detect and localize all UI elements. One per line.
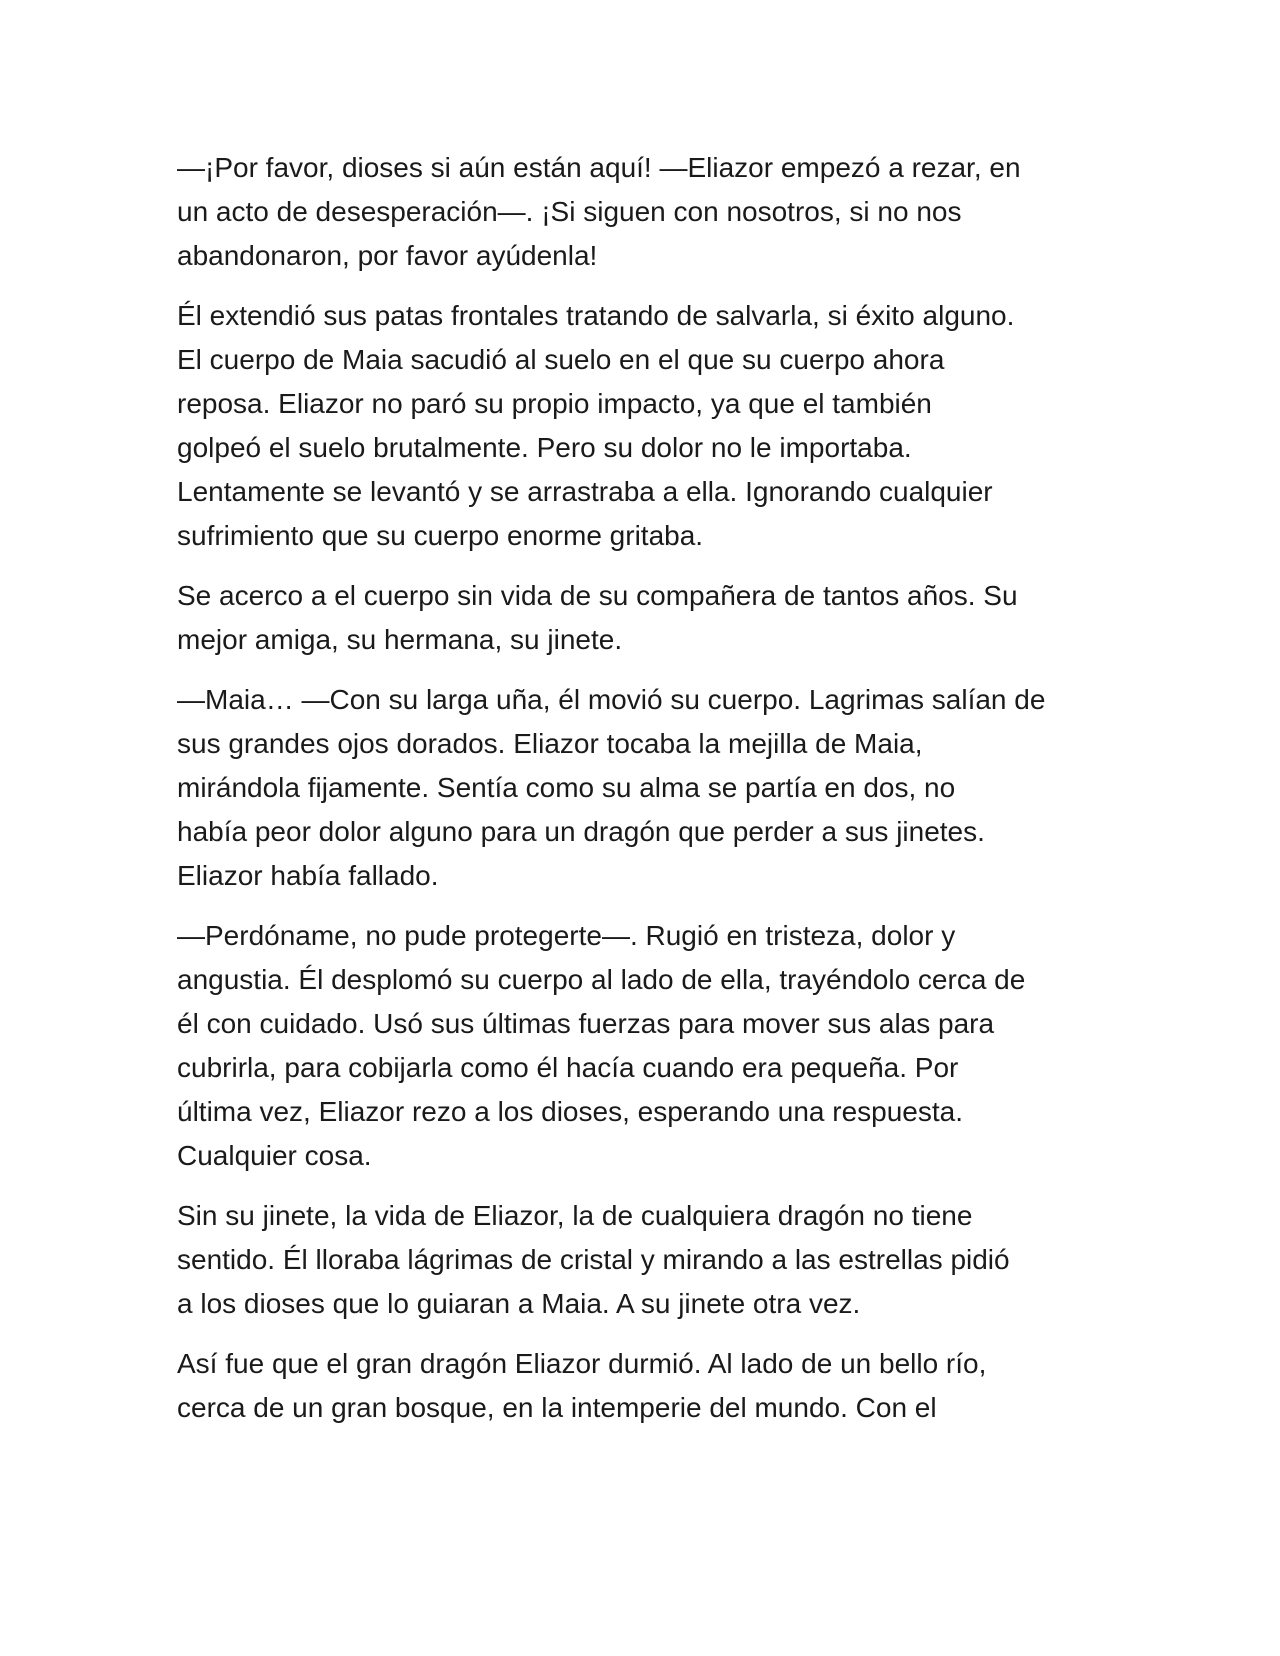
- text-line: un acto de desesperación—. ¡Si siguen con nosotros, si no nos: [177, 196, 962, 227]
- text-line: Así fue que el gran dragón Eliazor durmió. Al lado de un bello río,: [177, 1348, 987, 1379]
- text-line: sentido. Él lloraba lágrimas de cristal y mirando a las estrellas pidió: [177, 1244, 1010, 1275]
- text-line: a los dioses que lo guiaran a Maia. A su jinete otra vez.: [177, 1288, 861, 1319]
- text-line: El cuerpo de Maia sacudió al suelo en el que su cuerpo ahora: [177, 344, 945, 375]
- paragraph: [177, 914, 1107, 1178]
- text-line: Él extendió sus patas frontales tratando de salvarla, si éxito alguno.: [177, 300, 1015, 331]
- text-line: abandonaron, por favor ayúdenla!: [177, 240, 598, 271]
- text-line: cubrirla, para cobijarla como él hacía cuando era pequeña. Por: [177, 1052, 959, 1083]
- paragraph: [177, 146, 1107, 278]
- text-line: cerca de un gran bosque, en la intemperie del mundo. Con el: [177, 1392, 937, 1423]
- text-line: —Maia… —Con su larga uña, él movió su cuerpo. Lagrimas salían de: [177, 684, 1046, 715]
- text-line: mejor amiga, su hermana, su jinete.: [177, 624, 623, 655]
- paragraph: [177, 1194, 1107, 1326]
- text-line: golpeó el suelo brutalmente. Pero su dolor no le importaba.: [177, 432, 912, 463]
- text-line: Cualquier cosa.: [177, 1140, 372, 1171]
- paragraph: [177, 574, 1107, 662]
- text-line: Eliazor había fallado.: [177, 860, 439, 891]
- text-line: sufrimiento que su cuerpo enorme gritaba.: [177, 520, 704, 551]
- text-line: Sin su jinete, la vida de Eliazor, la de cualquiera dragón no tiene: [177, 1200, 973, 1231]
- text-line: —¡Por favor, dioses si aún están aquí! —Eliazor empezó a rezar, en: [177, 152, 1021, 183]
- text-line: reposa. Eliazor no paró su propio impacto, ya que el también: [177, 388, 932, 419]
- text-line: angustia. Él desplomó su cuerpo al lado de ella, trayéndolo cerca de: [177, 964, 1026, 995]
- text-line: había peor dolor alguno para un dragón que perder a sus jinetes.: [177, 816, 985, 847]
- text-line: él con cuidado. Usó sus últimas fuerzas para mover sus alas para: [177, 1008, 995, 1039]
- text-line: última vez, Eliazor rezo a los dioses, esperando una respuesta.: [177, 1096, 963, 1127]
- text-line: —Perdóname, no pude protegerte—. Rugió en tristeza, dolor y: [177, 920, 956, 951]
- document-body: [177, 146, 1107, 1446]
- text-line: sus grandes ojos dorados. Eliazor tocaba la mejilla de Maia,: [177, 728, 923, 759]
- paragraph: [177, 294, 1107, 558]
- paragraph: [177, 1342, 1107, 1430]
- text-line: Se acerco a el cuerpo sin vida de su compañera de tantos años. Su: [177, 580, 1018, 611]
- paragraph: [177, 678, 1107, 898]
- text-line: mirándola fijamente. Sentía como su alma se partía en dos, no: [177, 772, 956, 803]
- text-line: Lentamente se levantó y se arrastraba a ella. Ignorando cualquier: [177, 476, 993, 507]
